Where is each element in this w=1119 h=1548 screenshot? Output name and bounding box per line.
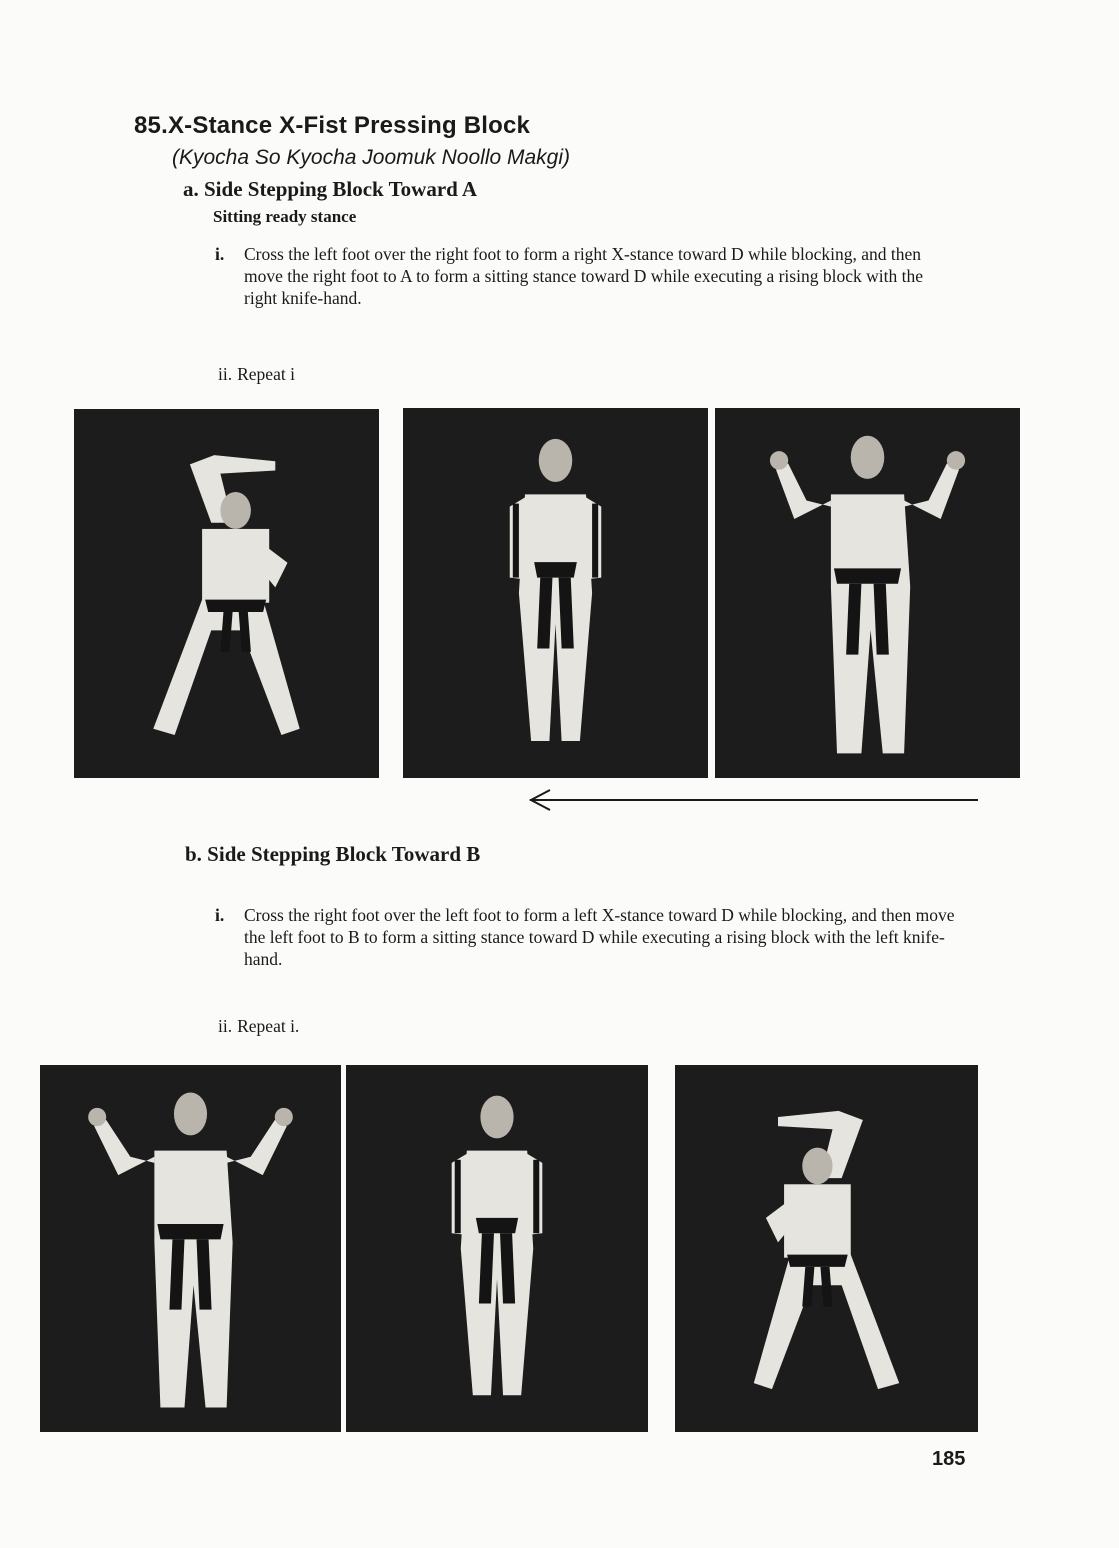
section-number: 85.	[134, 112, 168, 139]
page-number: 185	[932, 1448, 966, 1470]
step-marker: ii.	[218, 364, 233, 384]
step-marker: i.	[215, 905, 225, 925]
part-b-step-2	[218, 1016, 299, 1037]
section-title	[134, 112, 530, 140]
step-text: Cross the right foot over the left foot to form a left X-stance toward D while blocking, and then move the left foot to B to form a sitting stance toward D while executing a rising block with the left knife-hand.	[244, 905, 955, 969]
part-b-heading: b. Side Stepping Block Toward B	[185, 842, 481, 866]
step-text: Repeat i.	[237, 1016, 300, 1036]
photo-b2-x-stance	[346, 1065, 648, 1432]
part-b-step-1	[215, 904, 955, 970]
step-marker: i.	[215, 244, 225, 264]
part-a-step-1	[215, 243, 950, 309]
part-a-step-2	[218, 364, 295, 385]
section-subtitle: (Kyocha So Kyocha Joomuk Noollo Makgi)	[172, 146, 571, 169]
photo-a2-x-stance	[403, 408, 708, 778]
step-marker: ii.	[218, 1016, 233, 1036]
direction-arrow-left	[528, 786, 980, 814]
step-text: Cross the left foot over the right foot to form a right X-stance toward D while blocking, and then move the right foot to A to form a sitting stance toward D while executing a rising block with the right knife-hand.	[244, 244, 923, 308]
ready-stance-label: Sitting ready stance	[213, 207, 357, 226]
photo-b1-ready-stance	[40, 1065, 341, 1432]
photo-a1-rising-block	[74, 409, 379, 778]
photo-a3-ready-stance	[715, 408, 1020, 778]
part-a-heading: a. Side Stepping Block Toward A	[183, 177, 478, 201]
section-title-text: X-Stance X-Fist Pressing Block	[167, 112, 531, 139]
step-text: Repeat i	[237, 364, 295, 384]
photo-b3-rising-block	[675, 1065, 978, 1432]
